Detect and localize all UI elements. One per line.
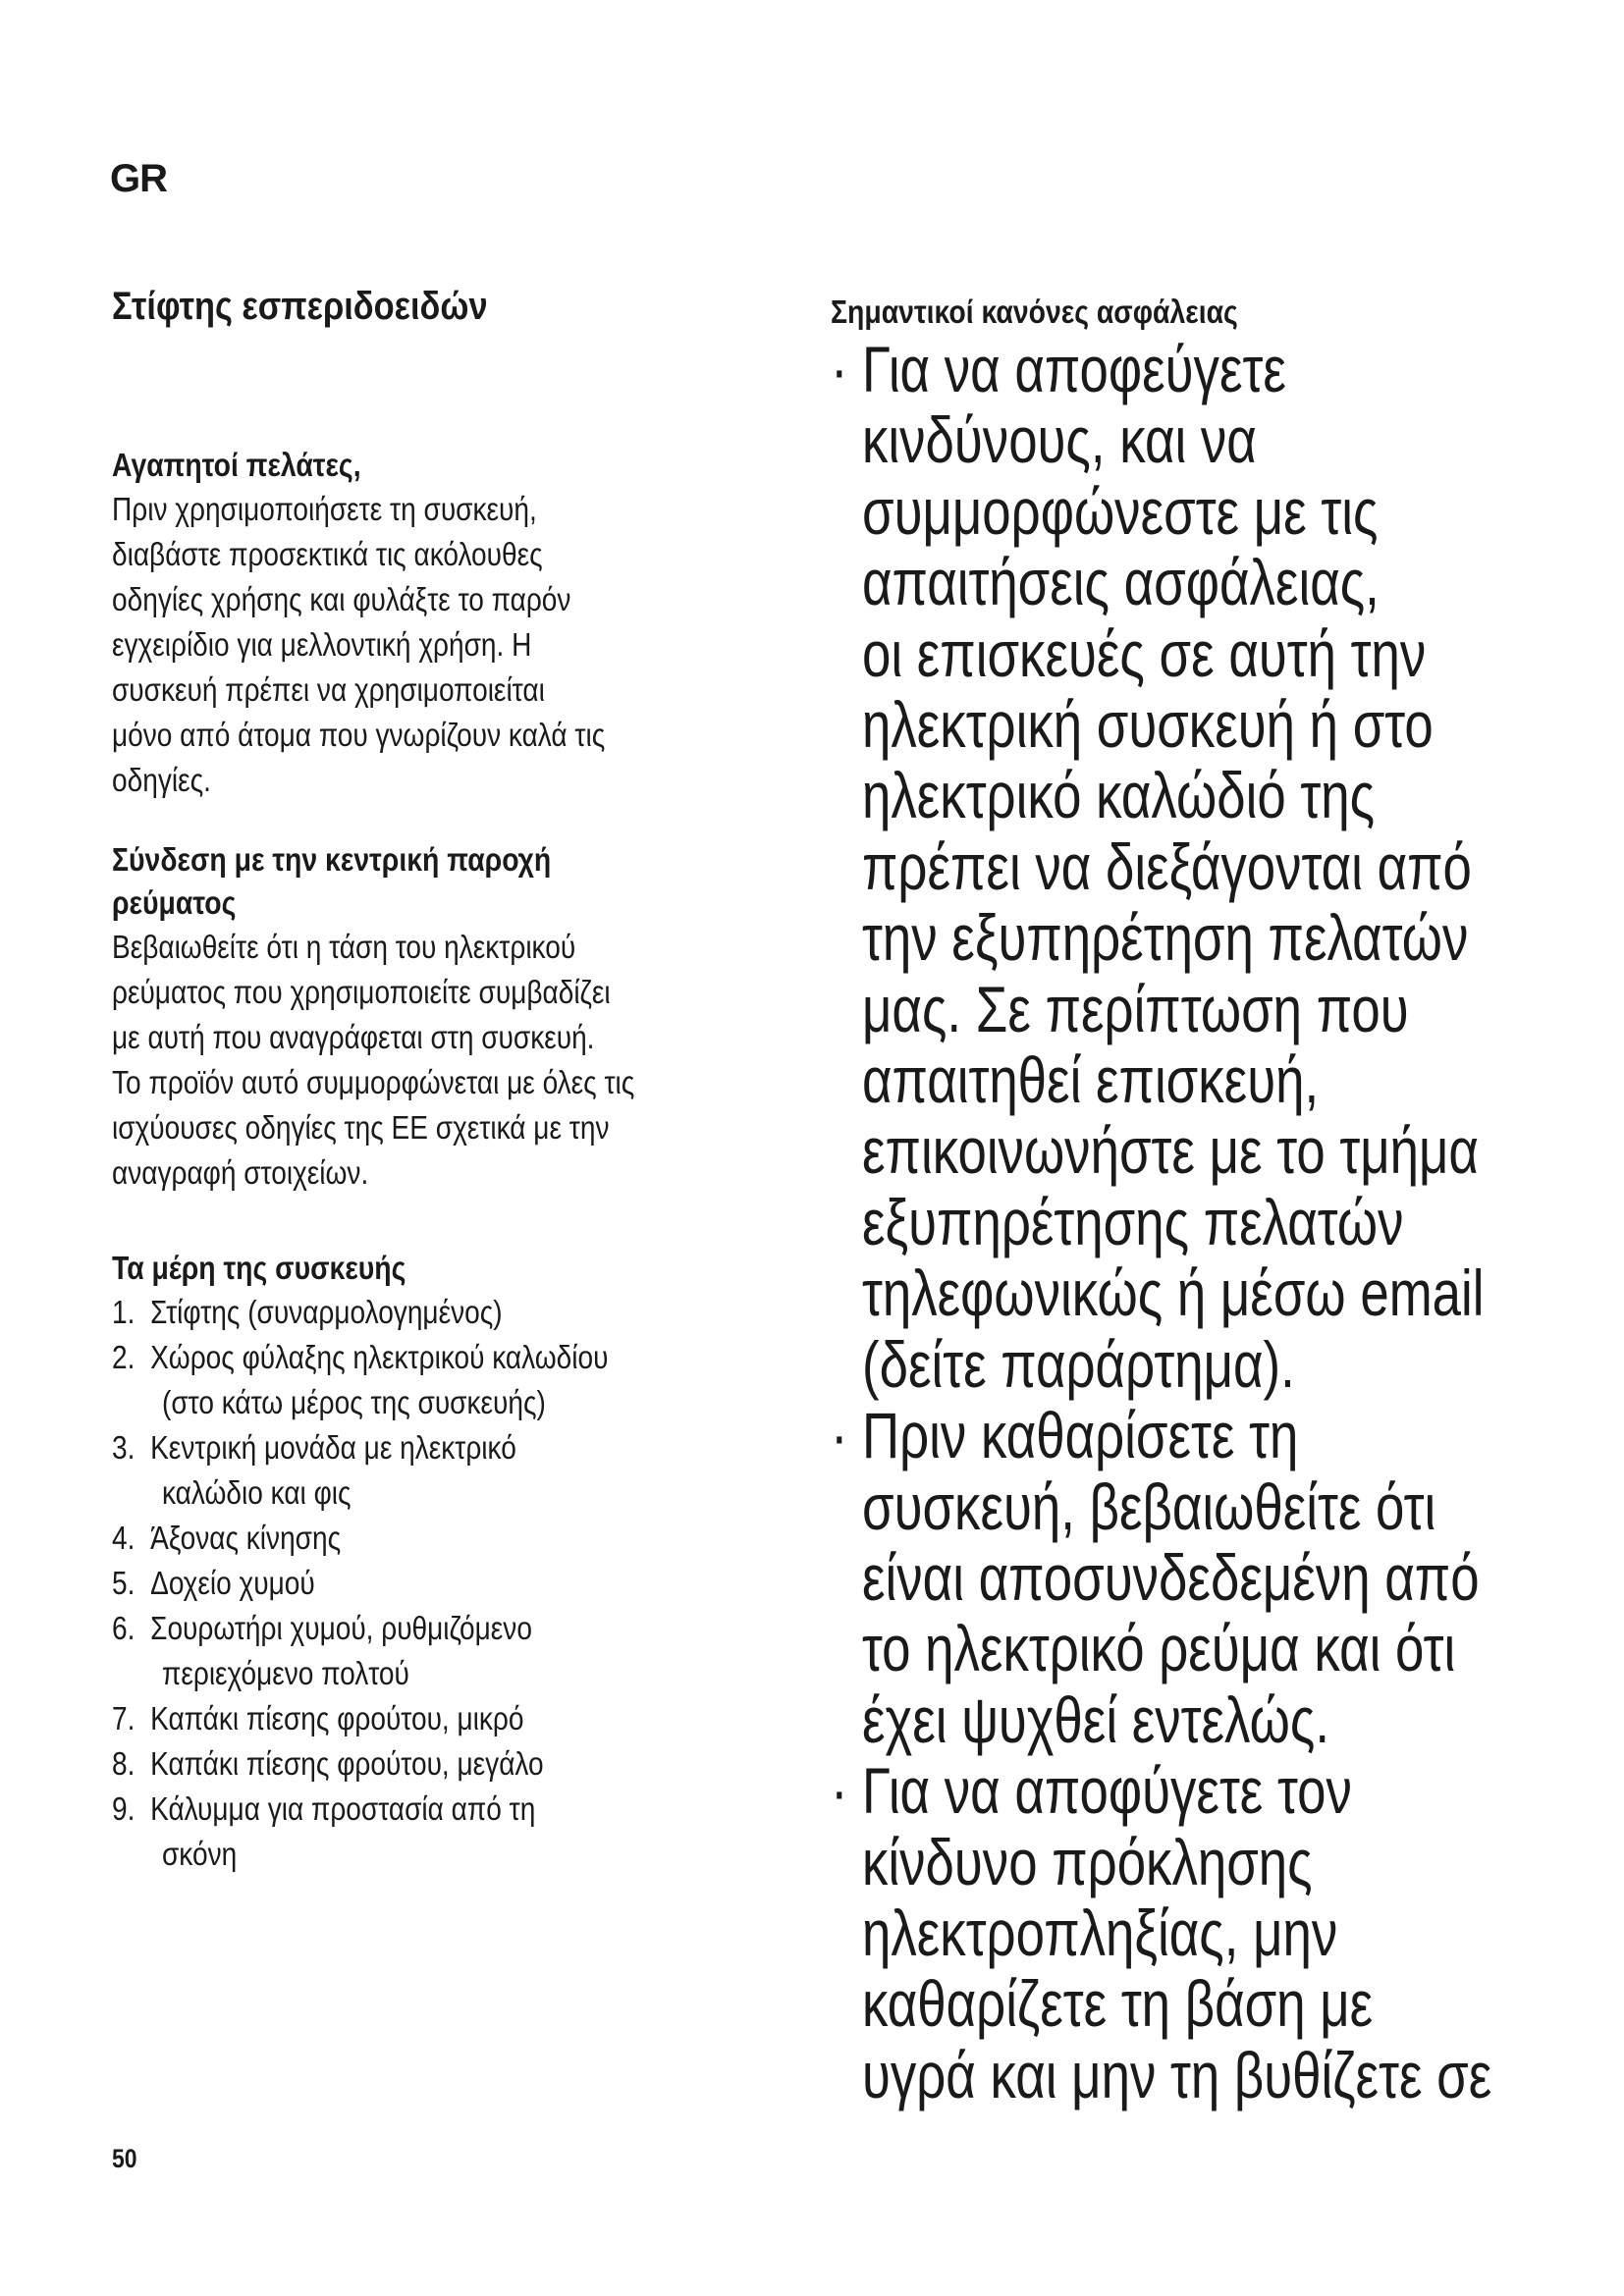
bullet-line: Για να αποφύγετε τον [862,1754,1352,1828]
connection-heading-line: ρεύματος [112,884,237,921]
intro-line: διαβάστε προσεκτικά τις ακόλουθες [112,536,543,572]
item-text [150,1335,801,1425]
bullet-line: είναι αποσυνδεδεμένη από [862,1540,1480,1614]
bullet-line: πρέπει να διεξάγονται από [862,829,1472,903]
list-item [112,1561,801,1606]
intro-line: μόνο από άτομα που γνωρίζουν καλά τις [112,717,606,753]
bullet-line: συμμορφώνεστε με τις [862,474,1379,548]
item-line: Κάλυμμα για προστασία από τη [150,1790,536,1827]
item-number: 7. [112,1700,135,1736]
item-number: 1. [112,1294,135,1330]
bullet-line: απαιτηθεί επισκευή, [862,1043,1320,1117]
intro-section [112,444,799,803]
item-number: 4. [112,1520,135,1556]
item-number: 8. [112,1745,135,1782]
item-text [150,1606,801,1696]
bullet-line: Για να αποφεύγετε [862,333,1286,405]
bullet-line: ηλεκτρική συσκευή ή στο [862,688,1434,762]
parts-list [112,1290,801,1877]
safety-heading: Σημαντικοί κανόνες ασφάλειας [831,294,1238,330]
list-item [112,1516,801,1561]
safety-bullet [831,1400,1518,1755]
bullet-line: (δείτε παράρτημα). [862,1327,1295,1401]
bullet-dot-icon: · [831,1754,848,1828]
item-line: Χώρος φύλαξης ηλεκτρικού καλωδίου [150,1339,609,1375]
bullet-line: απαιτήσεις ασφάλειας, [862,546,1380,619]
item-text: Καπάκι πίεσης φρούτου, μεγάλο [150,1745,544,1782]
bullet-text [862,1755,1518,2110]
safety-bullet [831,1755,1518,2110]
left-column [112,283,799,1877]
connection-heading [112,838,797,925]
item-text: Στίφτης (συναρμολογημένος) [150,1294,503,1330]
list-item [112,1425,801,1516]
bullet-line: κίνδυνο πρόκλησης [862,1825,1313,1898]
bullet-line: τηλεφωνικώς ή μέσω email [862,1256,1485,1330]
bullet-dot-icon: · [831,333,848,405]
intro-line: Πριν χρησιμοποιήσετε τη συσκευή, [112,491,537,527]
language-code: GR [110,157,167,200]
bullet-text [862,1400,1518,1755]
list-item [112,1335,801,1425]
connection-line: ισχύουσες οδηγίες της ΕΕ σχετικά με την [112,1109,610,1146]
parts-section [112,1247,799,1877]
bullet-line: οι επισκευές σε αυτή την [862,616,1427,690]
bullet-line: επικοινωνήστε με το τμήμα [862,1114,1479,1188]
bullet-line: ηλεκτρικό καλώδιό της [862,759,1376,832]
item-number: 5. [112,1565,135,1601]
right-column [831,291,1518,2110]
list-item [112,1696,801,1741]
bullet-line: εξυπηρέτησης πελατών [862,1185,1404,1258]
connection-heading-line: Σύνδεση με την κεντρική παροχή [112,841,552,878]
page-number: 50 [112,2144,137,2173]
bullet-line: το ηλεκτρικό ρεύμα και ότι [862,1612,1456,1685]
bullet-line: καθαρίζετε τη βάση με [862,1967,1374,2041]
bullet-dot-icon: · [831,1399,848,1472]
connection-line: Βεβαιωθείτε ότι η τάση του ηλεκτρικού [112,929,576,965]
connection-line: αναγραφή στοιχείων. [112,1154,369,1191]
bullet-line: μας. Σε περίπτωση που [862,972,1409,1045]
intro-line: συσκευή πρέπει να χρησιμοποιείται [112,671,545,708]
item-line: σκόνη [162,1836,238,1872]
connection-line: Το προϊόν αυτό συμμορφώνεται με όλες τις [112,1064,635,1100]
intro-line: εγχειρίδιο για μελλοντική χρήση. Η [112,626,532,663]
item-line: περιεχόμενο πολτού [162,1655,409,1691]
bullet-line: ηλεκτροπληξίας, μην [862,1896,1338,1969]
item-line: (στο κάτω μέρος της συσκευής) [162,1384,546,1420]
intro-line: οδηγίες χρήσης και φυλάξτε το παρόν [112,581,571,617]
item-text [150,1425,801,1516]
intro-heading: Αγαπητοί πελάτες, [112,447,361,483]
intro-line: οδηγίες. [112,762,211,798]
bullet-line: υγρά και μην τη βυθίζετε σε [862,2038,1492,2111]
list-item [112,1606,801,1696]
item-line: Κεντρική μονάδα με ηλεκτρικό [150,1429,516,1466]
item-text: Άξονας κίνησης [150,1520,342,1556]
item-number: 2. [112,1339,135,1375]
bullet-line: συσκευή, βεβαιωθείτε ότι [862,1469,1436,1543]
item-number: 3. [112,1429,135,1466]
bullet-line: Πριν καθαρίσετε τη [862,1399,1299,1472]
list-item [112,1290,801,1335]
safety-bullet-list [831,334,1518,2110]
list-item [112,1741,801,1787]
bullet-line: την εξυπηρέτηση πελατών [862,901,1469,975]
item-number: 6. [112,1610,135,1646]
connection-paragraph [112,925,801,1196]
bullet-line: έχει ψυχθεί εντελώς. [862,1682,1329,1756]
parts-heading: Τα μέρη της συσκευής [112,1250,406,1286]
intro-paragraph [112,487,801,803]
item-line: Σουρωτήρι χυμού, ρυθμιζόμενο [150,1610,532,1646]
connection-section [112,838,799,1196]
list-item [112,1787,801,1877]
connection-line: με αυτή που αναγράφεται στη συσκευή. [112,1019,595,1055]
bullet-text [862,334,1518,1400]
item-number: 9. [112,1790,135,1827]
page-title: Στίφτης εσπεριδοειδών [112,285,488,328]
connection-line: ρεύματος που χρησιμοποιείτε συμβαδίζει [112,974,611,1010]
safety-bullet [831,334,1518,1400]
item-text [150,1787,801,1877]
bullet-line: κινδύνους, και να [862,403,1257,477]
item-text: Δοχείο χυμού [150,1565,315,1601]
item-line: καλώδιο και φις [162,1474,352,1511]
item-text: Καπάκι πίεσης φρούτου, μικρό [150,1700,524,1736]
